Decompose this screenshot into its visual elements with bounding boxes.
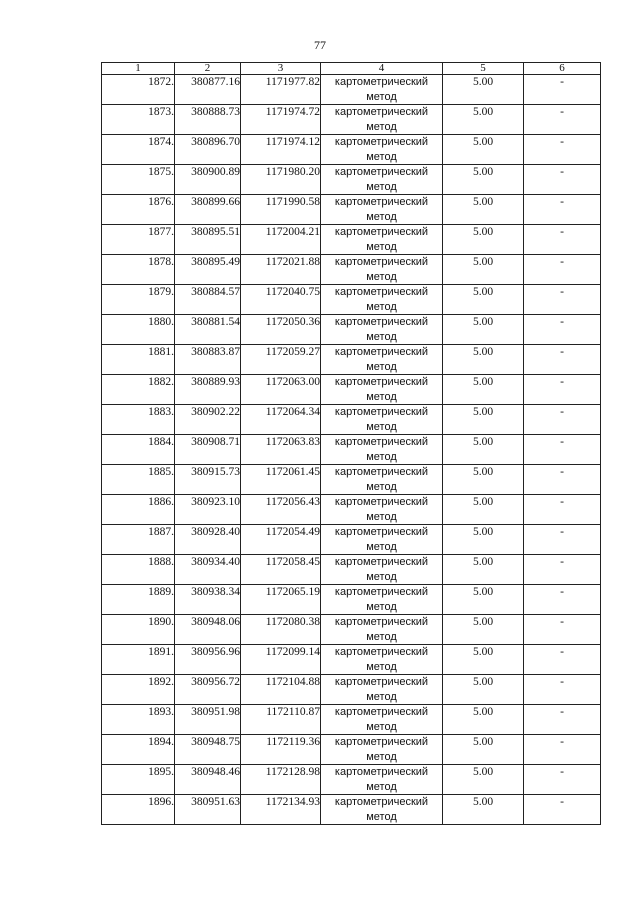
y-coordinate-cell: 1172134.93 <box>241 795 321 825</box>
method-line-2: метод <box>366 390 397 403</box>
method-line-1: картометрический <box>334 766 429 778</box>
column-header-5: 5 <box>443 63 524 75</box>
method-line-2: метод <box>366 630 397 643</box>
point-number-cell: 1890. <box>102 615 175 645</box>
point-number-cell: 1891. <box>102 645 175 675</box>
table-row <box>102 375 601 405</box>
method-line-2: метод <box>366 120 397 133</box>
method-line-1: картометрический <box>334 676 429 688</box>
method-line-1: картометрический <box>334 226 429 238</box>
method-line-1: картометрический <box>334 376 429 388</box>
accuracy-cell: 5.00 <box>443 585 524 615</box>
method-cell <box>321 105 443 135</box>
point-number-cell: 1883. <box>102 405 175 435</box>
note-cell: - <box>524 405 601 435</box>
y-coordinate-cell: 1171974.72 <box>241 105 321 135</box>
method-line-2: метод <box>366 480 397 493</box>
method-cell <box>321 375 443 405</box>
y-coordinate-cell: 1172080.38 <box>241 615 321 645</box>
method-cell <box>321 135 443 165</box>
point-number-cell: 1895. <box>102 765 175 795</box>
accuracy-cell: 5.00 <box>443 765 524 795</box>
note-cell: - <box>524 135 601 165</box>
point-number-cell: 1887. <box>102 525 175 555</box>
note-cell: - <box>524 345 601 375</box>
method-line-1: картометрический <box>334 286 429 298</box>
method-line-1: картометрический <box>334 256 429 268</box>
x-coordinate-cell: 380956.72 <box>175 675 241 705</box>
note-cell: - <box>524 705 601 735</box>
method-line-2: метод <box>366 810 397 823</box>
note-cell: - <box>524 255 601 285</box>
method-line-1: картометрический <box>334 316 429 328</box>
note-cell: - <box>524 375 601 405</box>
table-row <box>102 675 601 705</box>
note-cell: - <box>524 165 601 195</box>
table-row <box>102 135 601 165</box>
method-line-1: картометрический <box>334 106 429 118</box>
method-line-2: метод <box>366 360 397 373</box>
note-cell: - <box>524 525 601 555</box>
method-line-1: картометрический <box>334 406 429 418</box>
method-line-1: картометрический <box>334 136 429 148</box>
accuracy-cell: 5.00 <box>443 375 524 405</box>
point-number-cell: 1872. <box>102 75 175 105</box>
table-row <box>102 495 601 525</box>
method-line-2: метод <box>366 180 397 193</box>
method-line-2: метод <box>366 780 397 793</box>
y-coordinate-cell: 1172099.14 <box>241 645 321 675</box>
note-cell: - <box>524 75 601 105</box>
method-cell <box>321 705 443 735</box>
x-coordinate-cell: 380923.10 <box>175 495 241 525</box>
y-coordinate-cell: 1172059.27 <box>241 345 321 375</box>
point-number-cell: 1893. <box>102 705 175 735</box>
y-coordinate-cell: 1172061.45 <box>241 465 321 495</box>
x-coordinate-cell: 380895.49 <box>175 255 241 285</box>
method-cell <box>321 795 443 825</box>
method-cell <box>321 615 443 645</box>
y-coordinate-cell: 1171974.12 <box>241 135 321 165</box>
method-line-2: метод <box>366 600 397 613</box>
accuracy-cell: 5.00 <box>443 195 524 225</box>
note-cell: - <box>524 315 601 345</box>
y-coordinate-cell: 1172040.75 <box>241 285 321 315</box>
method-line-2: метод <box>366 720 397 733</box>
accuracy-cell: 5.00 <box>443 495 524 525</box>
x-coordinate-cell: 380948.75 <box>175 735 241 765</box>
point-number-cell: 1885. <box>102 465 175 495</box>
y-coordinate-cell: 1172064.34 <box>241 405 321 435</box>
accuracy-cell: 5.00 <box>443 75 524 105</box>
point-number-cell: 1884. <box>102 435 175 465</box>
method-line-1: картометрический <box>334 586 429 598</box>
method-cell <box>321 165 443 195</box>
note-cell: - <box>524 285 601 315</box>
method-line-2: метод <box>366 450 397 463</box>
page-number: 77 <box>314 38 326 52</box>
note-cell: - <box>524 225 601 255</box>
method-line-1: картометрический <box>334 526 429 538</box>
y-coordinate-cell: 1171990.58 <box>241 195 321 225</box>
point-number-cell: 1894. <box>102 735 175 765</box>
method-line-2: метод <box>366 90 397 103</box>
point-number-cell: 1896. <box>102 795 175 825</box>
point-number-cell: 1882. <box>102 375 175 405</box>
method-line-2: метод <box>366 660 397 673</box>
note-cell: - <box>524 495 601 525</box>
x-coordinate-cell: 380938.34 <box>175 585 241 615</box>
accuracy-cell: 5.00 <box>443 675 524 705</box>
y-coordinate-cell: 1172128.98 <box>241 765 321 795</box>
method-line-1: картометрический <box>334 436 429 448</box>
x-coordinate-cell: 380895.51 <box>175 225 241 255</box>
method-cell <box>321 555 443 585</box>
point-number-cell: 1888. <box>102 555 175 585</box>
y-coordinate-cell: 1172063.83 <box>241 435 321 465</box>
table-row <box>102 165 601 195</box>
method-line-2: метод <box>366 420 397 433</box>
y-coordinate-cell: 1172065.19 <box>241 585 321 615</box>
y-coordinate-cell: 1171977.82 <box>241 75 321 105</box>
point-number-cell: 1889. <box>102 585 175 615</box>
note-cell: - <box>524 105 601 135</box>
note-cell: - <box>524 195 601 225</box>
x-coordinate-cell: 380951.98 <box>175 705 241 735</box>
x-coordinate-cell: 380928.40 <box>175 525 241 555</box>
method-cell <box>321 675 443 705</box>
point-number-cell: 1892. <box>102 675 175 705</box>
table-row <box>102 105 601 135</box>
x-coordinate-cell: 380902.22 <box>175 405 241 435</box>
accuracy-cell: 5.00 <box>443 525 524 555</box>
x-coordinate-cell: 380948.06 <box>175 615 241 645</box>
column-header-3: 3 <box>241 63 321 75</box>
table-header-row <box>102 63 601 75</box>
point-number-cell: 1886. <box>102 495 175 525</box>
method-line-1: картометрический <box>334 616 429 628</box>
method-line-2: метод <box>366 690 397 703</box>
method-line-2: метод <box>366 570 397 583</box>
table-row <box>102 285 601 315</box>
column-header-6: 6 <box>524 63 601 75</box>
method-cell <box>321 345 443 375</box>
y-coordinate-cell: 1172058.45 <box>241 555 321 585</box>
method-cell <box>321 225 443 255</box>
x-coordinate-cell: 380951.63 <box>175 795 241 825</box>
accuracy-cell: 5.00 <box>443 465 524 495</box>
x-coordinate-cell: 380900.89 <box>175 165 241 195</box>
point-number-cell: 1877. <box>102 225 175 255</box>
x-coordinate-cell: 380877.16 <box>175 75 241 105</box>
table-row <box>102 645 601 675</box>
method-cell <box>321 645 443 675</box>
x-coordinate-cell: 380908.71 <box>175 435 241 465</box>
y-coordinate-cell: 1172054.49 <box>241 525 321 555</box>
method-line-2: метод <box>366 150 397 163</box>
point-number-cell: 1875. <box>102 165 175 195</box>
coordinates-table <box>101 62 601 825</box>
table-row <box>102 75 601 105</box>
table-row <box>102 225 601 255</box>
y-coordinate-cell: 1172050.36 <box>241 315 321 345</box>
method-line-1: картометрический <box>334 166 429 178</box>
note-cell: - <box>524 615 601 645</box>
accuracy-cell: 5.00 <box>443 435 524 465</box>
point-number-cell: 1878. <box>102 255 175 285</box>
x-coordinate-cell: 380884.57 <box>175 285 241 315</box>
note-cell: - <box>524 585 601 615</box>
accuracy-cell: 5.00 <box>443 345 524 375</box>
method-line-1: картометрический <box>334 346 429 358</box>
method-line-2: метод <box>366 510 397 523</box>
method-cell <box>321 285 443 315</box>
method-cell <box>321 465 443 495</box>
method-line-1: картометрический <box>334 556 429 568</box>
note-cell: - <box>524 645 601 675</box>
y-coordinate-cell: 1172110.87 <box>241 705 321 735</box>
x-coordinate-cell: 380899.66 <box>175 195 241 225</box>
method-line-2: метод <box>366 240 397 253</box>
table-row <box>102 585 601 615</box>
table-row <box>102 435 601 465</box>
table-row <box>102 525 601 555</box>
point-number-cell: 1876. <box>102 195 175 225</box>
method-cell <box>321 525 443 555</box>
note-cell: - <box>524 765 601 795</box>
accuracy-cell: 5.00 <box>443 735 524 765</box>
x-coordinate-cell: 380881.54 <box>175 315 241 345</box>
y-coordinate-cell: 1172104.88 <box>241 675 321 705</box>
note-cell: - <box>524 555 601 585</box>
method-line-1: картометрический <box>334 706 429 718</box>
x-coordinate-cell: 380915.73 <box>175 465 241 495</box>
accuracy-cell: 5.00 <box>443 315 524 345</box>
table-row <box>102 795 601 825</box>
point-number-cell: 1874. <box>102 135 175 165</box>
y-coordinate-cell: 1172021.88 <box>241 255 321 285</box>
method-line-1: картометрический <box>334 76 429 88</box>
note-cell: - <box>524 735 601 765</box>
accuracy-cell: 5.00 <box>443 285 524 315</box>
method-cell <box>321 255 443 285</box>
method-line-1: картометрический <box>334 466 429 478</box>
table-row <box>102 615 601 645</box>
method-line-2: метод <box>366 210 397 223</box>
x-coordinate-cell: 380948.46 <box>175 765 241 795</box>
note-cell: - <box>524 435 601 465</box>
table-row <box>102 555 601 585</box>
method-line-2: метод <box>366 330 397 343</box>
table-body <box>102 75 601 825</box>
note-cell: - <box>524 795 601 825</box>
method-cell <box>321 765 443 795</box>
method-cell <box>321 585 443 615</box>
point-number-cell: 1880. <box>102 315 175 345</box>
method-line-1: картометрический <box>334 196 429 208</box>
column-header-4: 4 <box>321 63 443 75</box>
note-cell: - <box>524 465 601 495</box>
accuracy-cell: 5.00 <box>443 705 524 735</box>
y-coordinate-cell: 1172056.43 <box>241 495 321 525</box>
table-row <box>102 765 601 795</box>
method-cell <box>321 735 443 765</box>
accuracy-cell: 5.00 <box>443 105 524 135</box>
x-coordinate-cell: 380883.87 <box>175 345 241 375</box>
method-cell <box>321 315 443 345</box>
table-row <box>102 195 601 225</box>
table-row <box>102 315 601 345</box>
table-row <box>102 405 601 435</box>
method-cell <box>321 195 443 225</box>
method-line-1: картометрический <box>334 736 429 748</box>
accuracy-cell: 5.00 <box>443 165 524 195</box>
accuracy-cell: 5.00 <box>443 225 524 255</box>
method-cell <box>321 495 443 525</box>
accuracy-cell: 5.00 <box>443 795 524 825</box>
method-line-1: картометрический <box>334 496 429 508</box>
accuracy-cell: 5.00 <box>443 615 524 645</box>
table-row <box>102 465 601 495</box>
y-coordinate-cell: 1172119.36 <box>241 735 321 765</box>
table-row <box>102 735 601 765</box>
table-row <box>102 345 601 375</box>
table-row <box>102 255 601 285</box>
accuracy-cell: 5.00 <box>443 135 524 165</box>
note-cell: - <box>524 675 601 705</box>
accuracy-cell: 5.00 <box>443 255 524 285</box>
point-number-cell: 1873. <box>102 105 175 135</box>
x-coordinate-cell: 380956.96 <box>175 645 241 675</box>
method-cell <box>321 405 443 435</box>
accuracy-cell: 5.00 <box>443 405 524 435</box>
method-line-1: картометрический <box>334 646 429 658</box>
table-row <box>102 705 601 735</box>
x-coordinate-cell: 380896.70 <box>175 135 241 165</box>
point-number-cell: 1879. <box>102 285 175 315</box>
accuracy-cell: 5.00 <box>443 645 524 675</box>
column-header-2: 2 <box>175 63 241 75</box>
method-line-2: метод <box>366 300 397 313</box>
y-coordinate-cell: 1171980.20 <box>241 165 321 195</box>
y-coordinate-cell: 1172004.21 <box>241 225 321 255</box>
method-line-2: метод <box>366 540 397 553</box>
x-coordinate-cell: 380934.40 <box>175 555 241 585</box>
point-number-cell: 1881. <box>102 345 175 375</box>
y-coordinate-cell: 1172063.00 <box>241 375 321 405</box>
x-coordinate-cell: 380889.93 <box>175 375 241 405</box>
method-line-2: метод <box>366 270 397 283</box>
column-header-1: 1 <box>102 63 175 75</box>
method-line-1: картометрический <box>334 796 429 808</box>
accuracy-cell: 5.00 <box>443 555 524 585</box>
method-cell <box>321 75 443 105</box>
method-line-2: метод <box>366 750 397 763</box>
x-coordinate-cell: 380888.73 <box>175 105 241 135</box>
method-cell <box>321 435 443 465</box>
